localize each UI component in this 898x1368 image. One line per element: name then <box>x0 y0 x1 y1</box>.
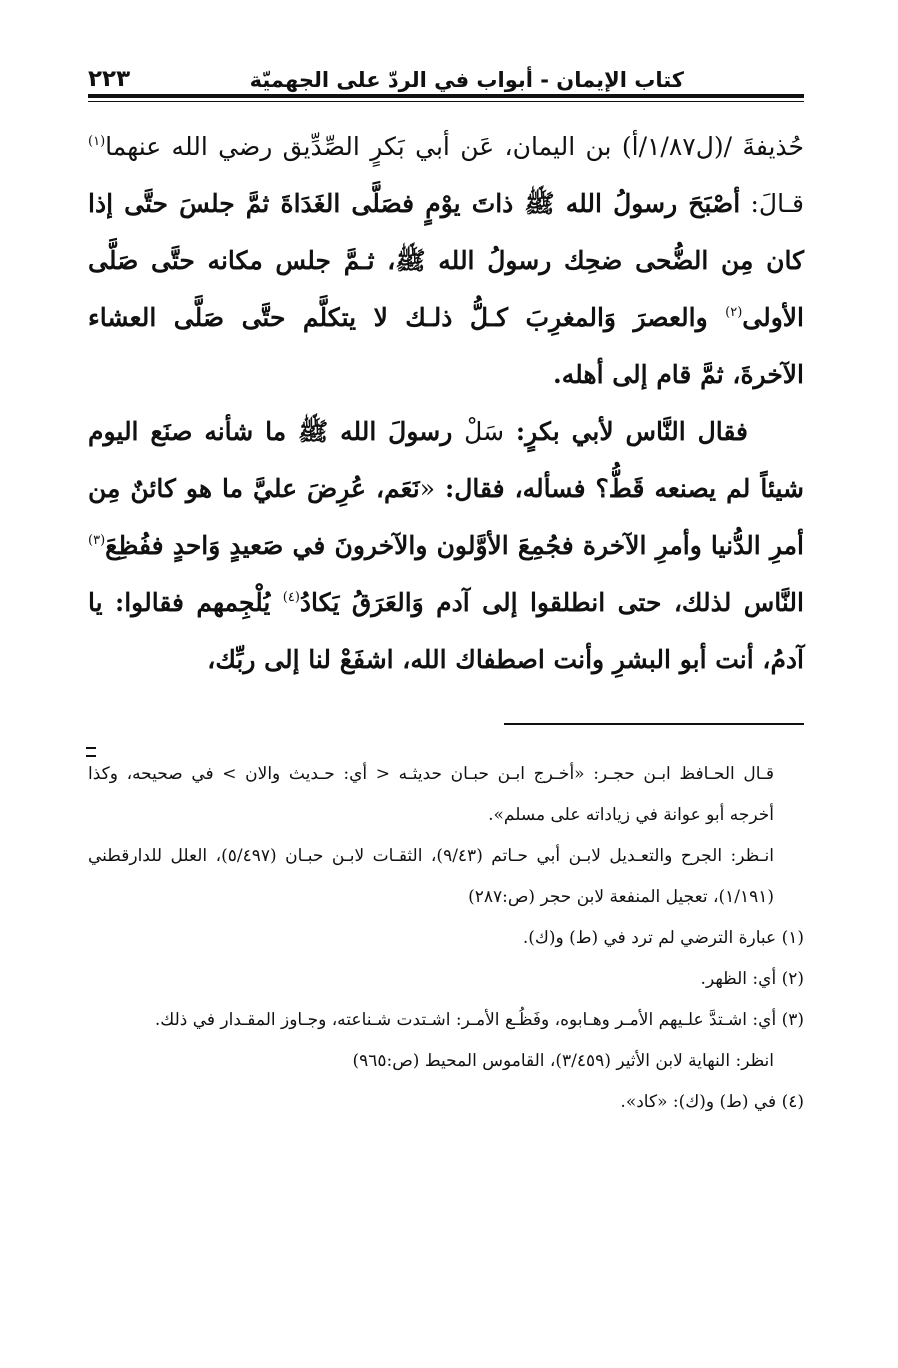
p1-intro: حُذيفةَ /(ل١/٨٧/أ) بن اليمان، عَن أبي بَكرٍ الصِّدِّيق رضي الله عنهما <box>105 132 805 161</box>
footnote-1: (١) عبارة الترضي لم ترد في (ط) و(ك). <box>522 928 804 948</box>
footnote-3-reference: انظر: النهاية لابن الأثير (٣/٤٥٩)، القاموس المحيط (ص:٩٦٥) <box>352 1051 774 1071</box>
footnote-ref-2: (٢) <box>725 305 743 320</box>
p1-hadith-a: أصْبَحَ رسولُ الله ﷺ ذاتَ يوْمٍ فصَلَّى الغَدَاةَ ثمَّ جلسَ حتَّى إذا كان مِن الضُّحى ضحِك رسولُ الله ﷺ، ثـمَّ جلس مكانه حتَّى صَلَّى الأولى <box>88 189 804 332</box>
p2-c: نَعَم، عُرِضَ عليَّ ما هو كائنٌ مِن أمرِ الدُّنيا وأمرِ الآخرة فجُمِعَ الأوَّلون والآخرونَ في صَعيدٍ وَاحدٍ ففُظِعَ <box>88 474 804 560</box>
running-header <box>88 56 804 92</box>
p2-d: النَّاس لذلك، حتى انطلقوا إلى آدم وَالعَرَقُ يَكادُ <box>299 588 805 617</box>
header-title: كتاب الإيمان - أبواب في الردّ على الجهميّة <box>249 68 684 92</box>
p2-b: رسولَ الله ﷺ ما شأنه صنَع اليوم شيئاً لم يصنعه قَطُّ؟ فسأله، فقال: <box>88 417 805 503</box>
p1-hadith-b: والعصرَ وَالمغرِبَ كـلُّ ذلـك لا يتكلَّم حتَّى صَلَّى العشاء الآخرةَ، ثمَّ قام إلى أهله. <box>88 303 804 389</box>
p2-plain-1: سَلْ <box>464 417 505 446</box>
footnote-continued-2: انـظر: الجرح والتعـديل لابـن أبي حـاتم (٩/٤٣)، الثقـات لابـن حبـان (٥/٤٩٧)، العلل للدارقطني (١/١٩١)، تعجيل المنفعة لابن حجر (ص:٢٨٧) <box>88 846 775 907</box>
footnote-ref-3: (٣) <box>88 533 106 548</box>
footnote-4: (٤) في (ط) و(ك): «كاد». <box>620 1092 804 1112</box>
main-text <box>88 118 804 688</box>
footnote-ref-1: (١) <box>88 134 106 149</box>
paragraph-2 <box>88 403 804 688</box>
p2-a: فقال النَّاس لأبي بكرٍ: <box>504 417 748 446</box>
p1-qal: قـالَ: <box>740 189 804 218</box>
p2-e: يُلْجِمهم فقالوا: يا آدمُ، أنت أبو البشرِ وأنت اصطفاك الله، اشفَعْ لنا إلى ربِّك، <box>88 588 804 674</box>
paragraph-1 <box>88 118 804 403</box>
header-rule-thick <box>88 94 804 98</box>
page-number: ٢٢٣ <box>88 66 131 92</box>
book-page <box>88 0 804 1368</box>
footnote-continued-1: قـال الحـافظ ابـن حجـر: «أخـرج ابـن حبـان حديثـه < أي: حـديث والان > في صحيحه، وكذا أخرجه أبو عوانة في زياداته على مسلم». <box>88 764 774 825</box>
footnote-ref-4: (٤) <box>282 590 300 605</box>
p2-quote-open: « <box>419 474 435 503</box>
header-rule-thin <box>88 101 804 102</box>
footnote-3: (٣) أي: اشـتدَّ علـيهم الأمـر وهـابوه، وفَظُـع الأمـر: اشـتدت شـناعته، وجـاوز المقـدار في ذلك. <box>154 1010 804 1030</box>
footnote-separator <box>504 723 804 725</box>
footnotes <box>88 754 804 1123</box>
footnote-2: (٢) أي: الظهر. <box>700 969 804 989</box>
